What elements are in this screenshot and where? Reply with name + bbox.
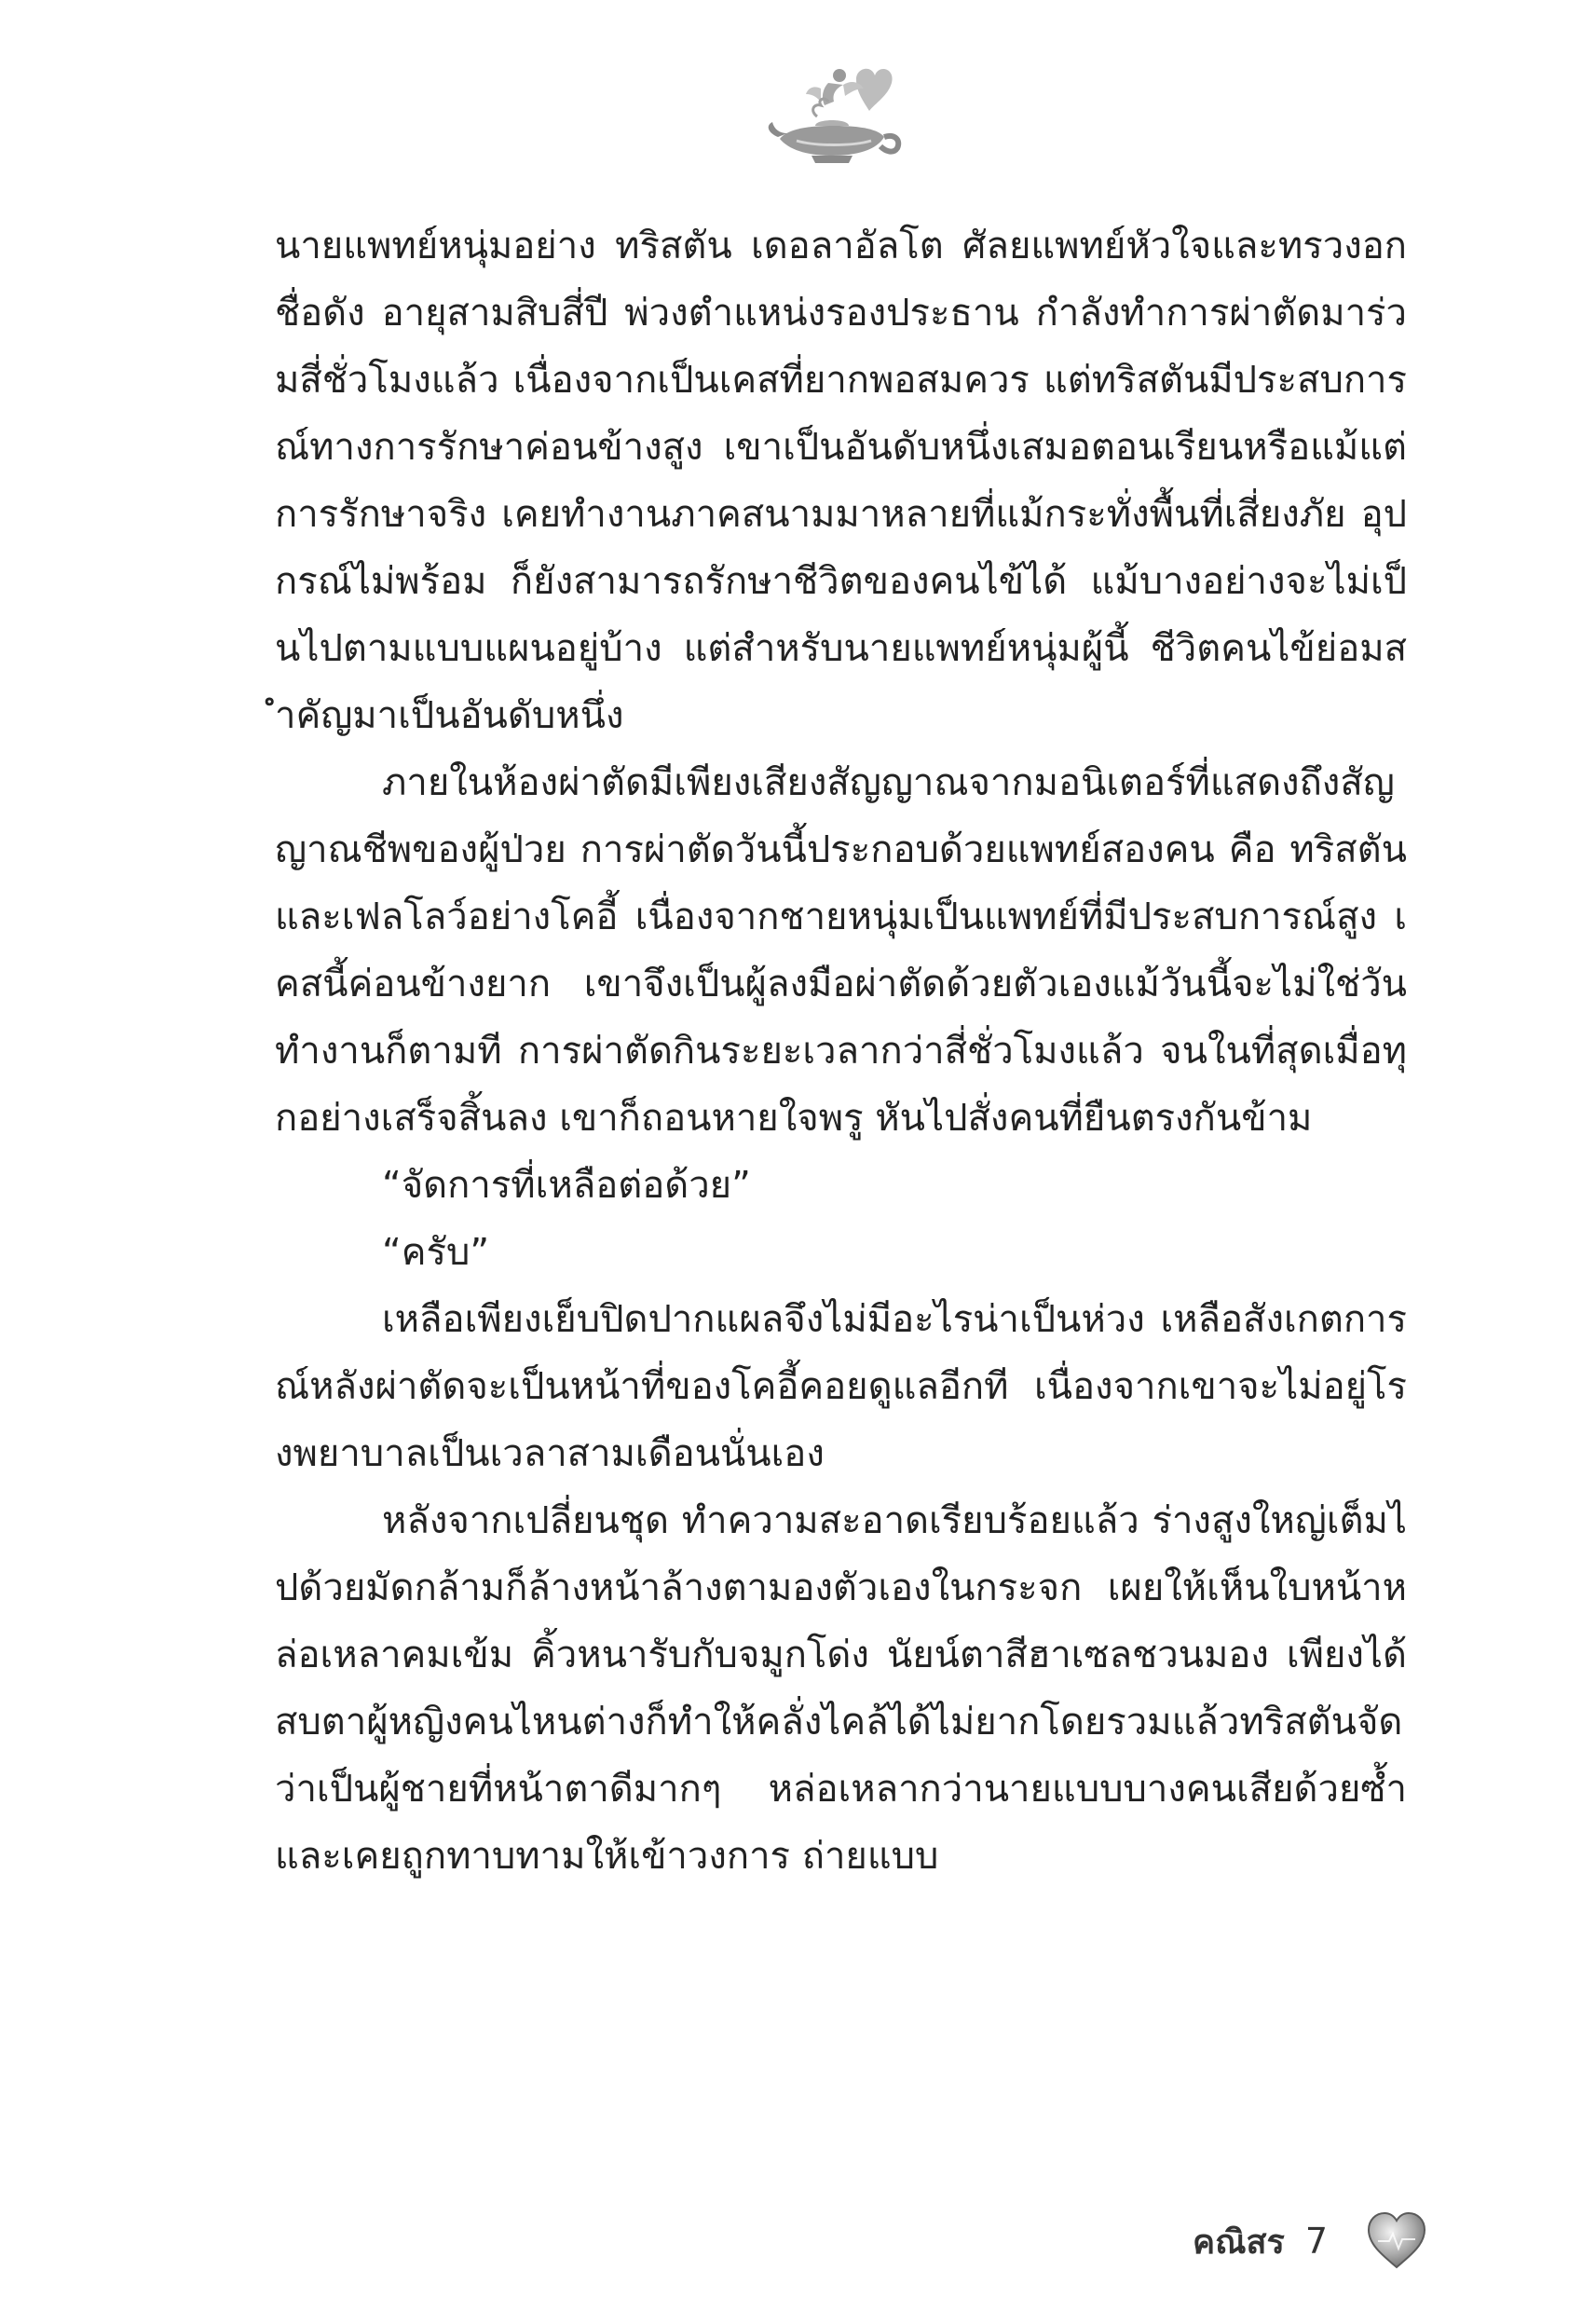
- paragraph-2: ภายในห้องผ่าตัดมีเพียงเสียงสัญญาณจากมอนิเตอร์ที่แสดงถึงสัญญาณชีพของผู้ป่วย การผ่าตัดวันนี้ประกอบด้วยแพทย์สองคน คือ ทริสตัน และเฟลโลว์อย่างโคอี้ เนื่องจากชายหนุ่มเป็นแพทย์ที่มีประสบการณ์สูง เคสนี้ค่อนข้างยาก เขาจึงเป็นผู้ลงมือผ่าตัดด้วยตัวเองแม้วันนี้จะไม่ใช่วันทำงานก็ตามที การผ่าตัดกินระยะเวลากว่าสี่ชั่วโมงแล้ว จนในที่สุดเมื่อทุกอย่างเสร็จสิ้นลง เขาก็ถอนหายใจพรู หันไปสั่งคนที่ยืนตรงกันข้าม: [275, 761, 1407, 1140]
- dialogue-line-2: “ครับ”: [382, 1231, 490, 1274]
- magic-lamp-logo-icon: [759, 51, 908, 172]
- paragraph-4: หลังจากเปลี่ยนชุด ทำความสะอาดเรียบร้อยแล้ว ร่างสูงใหญ่เต็มไปด้วยมัดกล้ามก็ล้างหน้าล้างตามองตัวเองในกระจก เผยให้เห็นใบหน้าหล่อเหลาคมเข้ม คิ้วหนารับกับจมูกโด่ง นัยน์ตาสีฮาเซลชวนมอง เพียงได้สบตาผู้หญิงคนไหนต่างก็ทำให้คลั่งไคล้ได้ไม่ยากโดยรวมแล้วทริสตันจัดว่าเป็นผู้ชายที่หน้าตาดีมากๆ หล่อเหลากว่านายแบบบางคนเสียด้วยซ้ำ และเคยถูกทาบทามให้เข้าวงการ ถ่ายแบบ: [275, 1499, 1407, 1878]
- page-footer: [1193, 2208, 1428, 2274]
- paragraph-1: นายแพทย์หนุ่มอย่าง ทริสตัน เดอลาอัลโต ศัลยแพทย์หัวใจและทรวงอกชื่อดัง อายุสามสิบสี่ปี พ่วงตำแหน่งรองประธาน กำลังทำการผ่าตัดมาร่วมสี่ชั่วโมงแล้ว เนื่องจากเป็นเคสที่ยากพอสมควร แต่ทริสตันมีประสบการณ์ทางการรักษาค่อนข้างสูง เขาเป็นอันดับหนึ่งเสมอตอนเรียนหรือแม้แต่การรักษาจริง เคยทำงานภาคสนามมาหลายที่แม้กระทั่งพื้นที่เสี่ยงภัย อุปกรณ์ไม่พร้อม ก็ยังสามารถรักษาชีวิตของคนไข้ได้ แม้บางอย่างจะไม่เป็นไปตามแบบแผนอยู่บ้าง แต่สำหรับนายแพทย์หนุ่มผู้นี้ ชีวิตคนไข้ย่อมสำคัญมาเป็นอันดับหนึ่ง: [275, 225, 1407, 737]
- page-number: 7: [1304, 2221, 1328, 2262]
- heart-icon: [1365, 2209, 1428, 2273]
- author-name: คณิสร: [1193, 2222, 1285, 2262]
- story-text: [275, 212, 1407, 1890]
- paragraph-3: เหลือเพียงเย็บปิดปากแผลจึงไม่มีอะไรน่าเป็นห่วง เหลือสังเกตการณ์หลังผ่าตัดจะเป็นหน้าที่ของโคอี้คอยดูแลอีกที เนื่องจากเขาจะไม่อยู่โรงพยาบาลเป็นเวลาสามเดือนนั่นเอง: [275, 1298, 1407, 1475]
- dialogue-line-1: “จัดการที่เหลือต่อด้วย”: [382, 1164, 751, 1207]
